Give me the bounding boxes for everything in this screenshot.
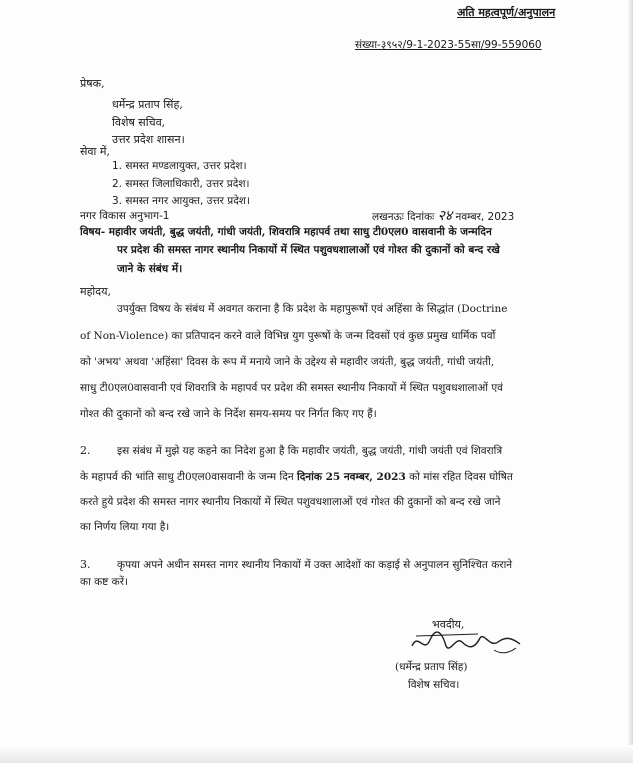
sender-designation: विशेष सचिव, <box>112 116 166 129</box>
para2-line <box>80 470 513 484</box>
para3-line: का कष्ट करें। <box>80 576 128 588</box>
sender-office: उत्तर प्रदेश शासन। <box>112 133 185 146</box>
para1-line: गोश्त की दुकानों को बन्द रखे जाने के निर्देश समय-समय पर निर्गत किए गए हैं। <box>80 408 377 420</box>
recipient-item: 1. समस्त मण्डलायुक्त, उत्तर प्रदेश। <box>112 160 247 172</box>
signatory-name: (धर्मेन्द्र प्रताप सिंह) <box>395 661 468 673</box>
para2-number: 2. <box>80 444 91 457</box>
subject-line-1: विषय- महावीर जयंती, बुद्ध जयंती, गांधी जयंती, शिवरात्रि महापर्व तथा साधु टी0एल0 वासवानी के जन्मदिन <box>80 226 492 238</box>
para2-line: करते हुये प्रदेश की समस्त नागर स्थानीय निकायों में स्थित पशुवधशालाओं एवं गोश्त की दुकानों को बन्द रखे जाने <box>80 496 501 508</box>
para1-line: को 'अभय' अथवा 'अहिंसा' दिवस के रूप में मनाये जाने के उद्देश्य से महावीर जयंती, बुद्ध जयंती, गांधी जयंती, <box>80 356 495 368</box>
signature-graphic <box>408 624 528 660</box>
subject-line-2: पर प्रदेश की समस्त नागर स्थानीय निकायों में स्थित पशुवधशालाओं एवं गोश्त की दुकानों को बन्द रखे <box>117 244 500 256</box>
para2-line2-pre: के महापर्व की भांति साधु टी0एल0वासवानी के जन्म दिन <box>80 471 294 483</box>
recipient-item: 2. समस्त जिलाधिकारी, उत्तर प्रदेश। <box>112 178 250 190</box>
para3-number: 3. <box>80 558 91 571</box>
para2-line2-post: को मांस रहित दिवस घोषित <box>409 471 513 483</box>
page-bottom-shadow <box>0 745 633 763</box>
recipient-item: 3. समस्त नगर आयुक्त, उत्तर प्रदेश। <box>112 195 250 207</box>
para1-line: साधु टी0एल0वासवानी एवं शिवरात्रि के महापर्व पर प्रदेश की समस्त स्थानीय निकायों में स्थित पशुवधशालाओं एवं <box>80 382 504 394</box>
date-rest: नवम्बर, 2023 <box>455 211 515 223</box>
para2-line: इस संबंध में मुझे यह कहने का निदेश हुआ है कि महावीर जयंती, बुद्ध जयंती, गांधी जयंती एवं शिवरात्रि <box>117 445 503 457</box>
recipients-label: सेवा में, <box>80 145 110 158</box>
page-edge-shadow <box>627 0 633 763</box>
sender-label: प्रेषक, <box>80 77 105 90</box>
sender-name: धर्मेन्द्र प्रताप सिंह, <box>112 98 183 111</box>
para2-line: का निर्णय लिया गया है। <box>80 521 170 533</box>
para1-line: उपर्युक्त विषय के संबंध में अवगत कराना है कि प्रदेश के महापुरूषों एवं अहिंसा के सिद्धांत (Doctrine <box>117 303 508 315</box>
para3-line: कृपया अपने अधीन समस्त नागर स्थानीय निकायों में उक्त आदेशों का कड़ाई से अनुपालन सुनिश्चित कराने <box>117 559 513 571</box>
date-prefix: लखनऊः दिनांकः <box>372 211 435 223</box>
para2-line2-date: दिनांक 25 नवम्बर, 2023 <box>297 471 406 483</box>
reference-number: संख्या-३९५२/9-1-2023-55सा/99-559060 <box>355 39 542 51</box>
salutation: महोदय, <box>80 285 111 298</box>
para1-line: of Non-Violence) का प्रतिपादन करने वाले विभिन्न युग पुरूषों के जन्म दिवसों एवं कुछ प्रमुख धार्मिक पर्वो <box>80 330 496 342</box>
closing-yours: भवदीय, <box>432 618 465 631</box>
department-label: नगर विकास अनुभाग-1 <box>80 210 170 222</box>
classification-label: अति महत्वपूर्ण/अनुपालन <box>457 6 556 19</box>
date-line <box>372 209 514 224</box>
subject-line-3: जाने के संबंध में। <box>117 263 183 275</box>
signatory-designation: विशेष सचिव। <box>408 679 460 691</box>
date-day: २४ <box>437 208 453 224</box>
